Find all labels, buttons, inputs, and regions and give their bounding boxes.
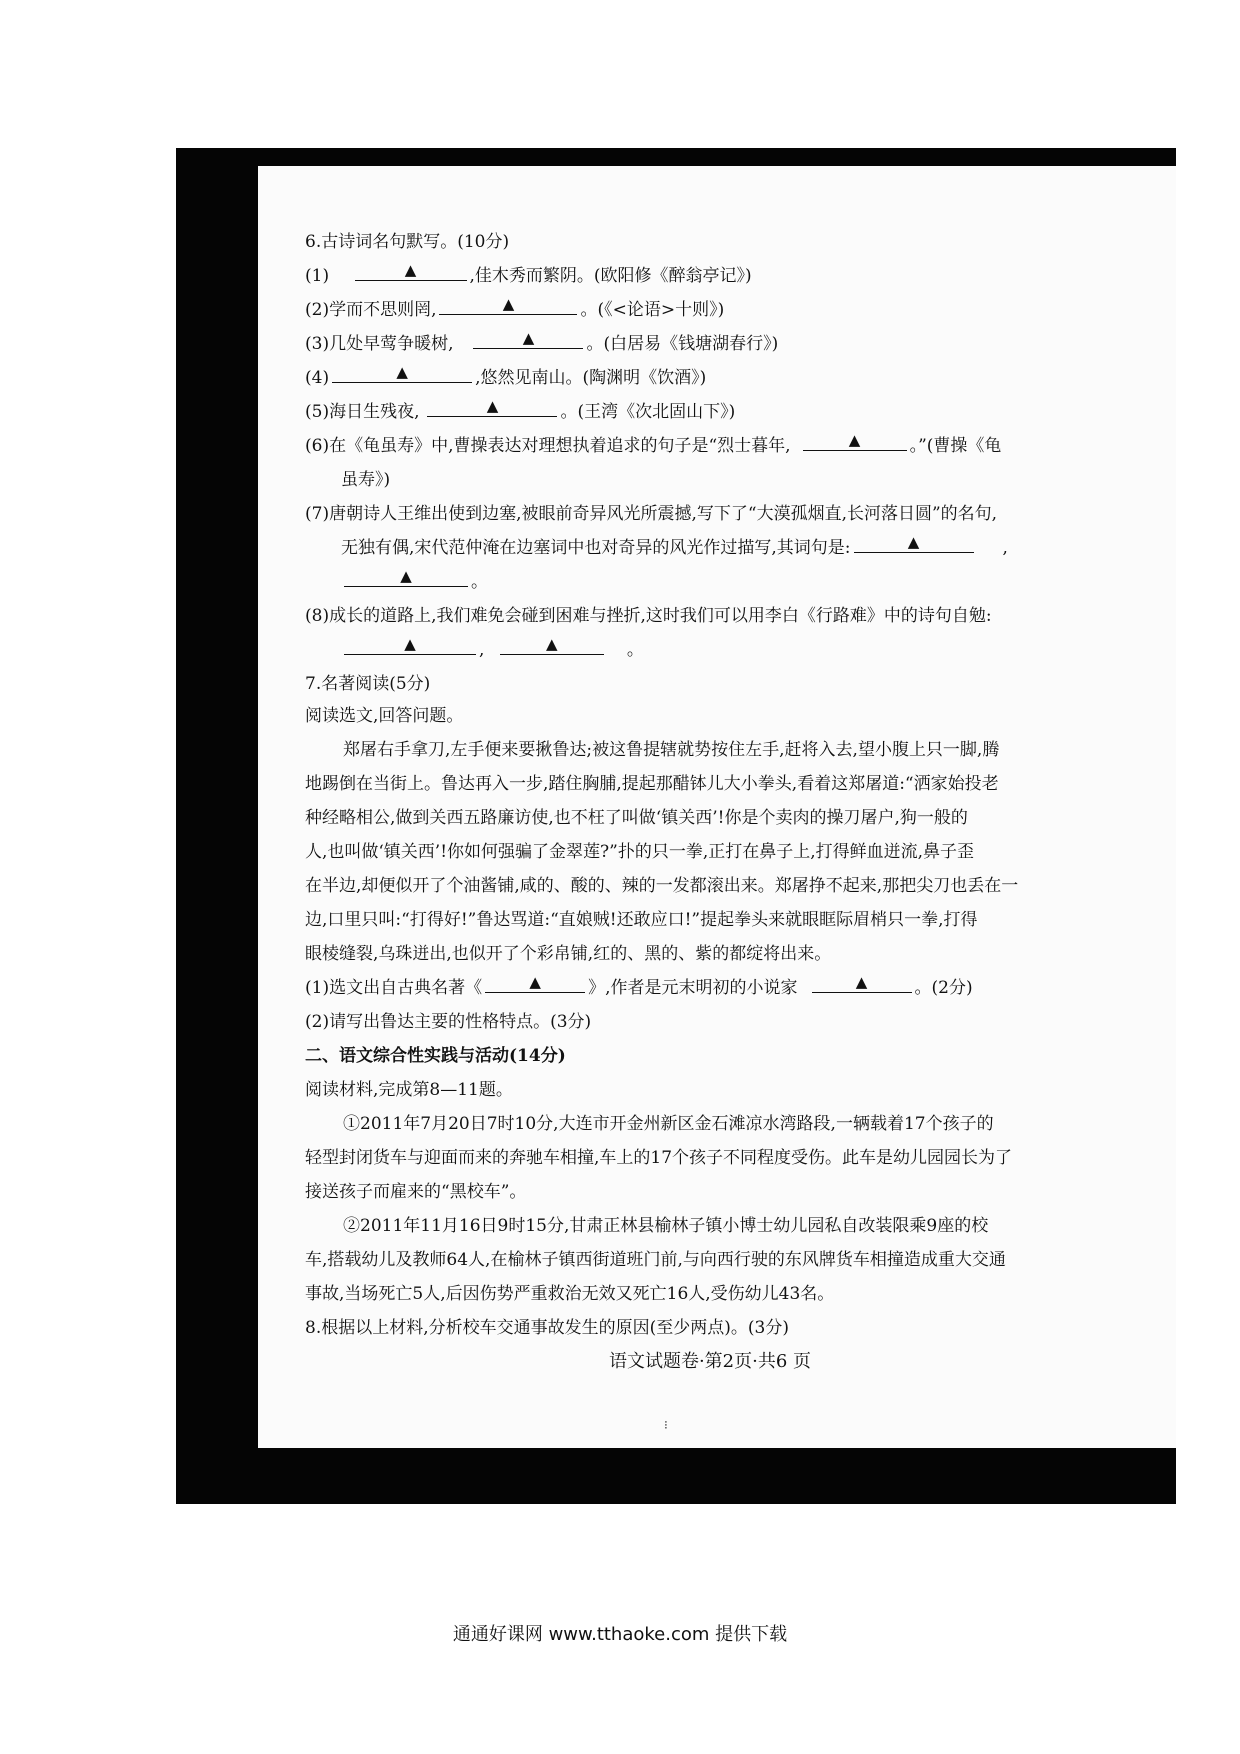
passage-line: 眼棱缝裂,乌珠迸出,也似开了个彩帛铺,红的、黑的、紫的都绽将出来。 xyxy=(305,944,832,964)
answer-blank[interactable] xyxy=(439,295,577,315)
q7-instruction: 阅读选文,回答问题。 xyxy=(305,706,464,726)
triangle-icon: ▲ xyxy=(522,329,535,347)
passage-line: 种经略相公,做到关西五路廉访使,也不枉了叫做‘镇关西’!你是个卖肉的操刀屠户,狗一般的 xyxy=(305,808,968,828)
section-2-title: 二、语文综合性实践与活动(14分) xyxy=(305,1046,566,1066)
answer-blank[interactable] xyxy=(344,567,468,587)
material-1-line: 轻型封闭货车与迎面而来的奔驰车相撞,车上的17个孩子不同程度受伤。此车是幼儿园园长为了 xyxy=(305,1148,1013,1168)
answer-blank[interactable] xyxy=(355,261,467,281)
q6-item-6: (6)在《龟虽寿》中,曹操表达对理想执着追求的句子是“烈士暮年, ▲ 。”(曹操《龟 xyxy=(305,431,1002,456)
answer-blank[interactable] xyxy=(803,431,907,451)
passage-line: 在半边,却便似开了个油酱铺,咸的、酸的、辣的一发都滚出来。郑屠挣不起来,那把尖刀也丢在一 xyxy=(305,876,1019,896)
passage-line: 郑屠右手拿刀,左手便来要揪鲁达;被这鲁提辖就势按住左手,赶将入去,望小腹上只一脚,腾 xyxy=(343,740,1000,760)
triangle-icon: ▲ xyxy=(848,431,861,449)
q7-title: 7.名著阅读(5分) xyxy=(305,674,431,694)
answer-blank[interactable] xyxy=(485,973,585,993)
material-2-line: 车,搭载幼儿及教师64人,在榆林子镇西街道班门前,与向西行驶的东风牌货车相撞造成重大交通 xyxy=(305,1250,1006,1270)
triangle-icon: ▲ xyxy=(400,567,412,585)
q6-item-7-line3: ▲ 。 xyxy=(341,572,488,592)
q8-question: 8.根据以上材料,分析校车交通事故发生的原因(至少两点)。(3分) xyxy=(305,1318,789,1338)
triangle-icon: ▲ xyxy=(502,295,515,313)
section-2-instruction: 阅读材料,完成第8—11题。 xyxy=(305,1080,513,1100)
answer-blank[interactable] xyxy=(473,329,583,349)
answer-blank[interactable] xyxy=(427,397,557,417)
triangle-icon: ▲ xyxy=(546,635,558,653)
triangle-icon: ▲ xyxy=(396,363,408,381)
q6-item-8-line1: (8)成长的道路上,我们难免会碰到困难与挫折,这时我们可以用李白《行路难》中的诗句自勉: xyxy=(305,606,992,626)
q7-sub-2: (2)请写出鲁达主要的性格特点。(3分) xyxy=(305,1012,592,1032)
q6-item-7-line2: 无独有偶,宋代范仲淹在边塞词中也对奇异的风光作过描写,其词句是: ▲ , xyxy=(341,533,1008,558)
answer-blank[interactable] xyxy=(332,363,472,383)
q6-item-7-line1: (7)唐朝诗人王维出使到边塞,被眼前奇异风光所震撼,写下了“大漠孤烟直,长河落日圆”的名句, xyxy=(305,504,998,524)
q6-item-2: (2)学而不思则罔, ▲ 。(《<论语>十则》) xyxy=(305,295,725,320)
q6-item-8-line2: ▲ , ▲ 。 xyxy=(341,640,644,660)
q6-item-4: (4) ▲ ,悠然见南山。(陶渊明《饮酒》) xyxy=(305,363,707,388)
q6-title: 6.古诗词名句默写。(10分) xyxy=(305,232,510,252)
material-2-line: 事故,当场死亡5人,后因伤势严重救治无效又死亡16人,受伤幼儿43名。 xyxy=(305,1284,835,1304)
answer-blank[interactable] xyxy=(812,973,912,993)
triangle-icon: ▲ xyxy=(404,635,416,653)
passage-line: 人,也叫做‘镇关西’!你如何强骗了金翠莲?”扑的只一拳,正打在鼻子上,打得鲜血迸流,鼻子歪 xyxy=(305,842,975,862)
triangle-icon: ▲ xyxy=(855,973,868,991)
answer-blank[interactable] xyxy=(854,533,974,553)
passage-line: 地踢倒在当街上。鲁达再入一步,踏住胸脯,提起那醋钵儿大小拳头,看着这郑屠道:“洒家始投老 xyxy=(305,774,999,794)
q6-item-6-cont: 虽寿》) xyxy=(341,470,391,490)
material-1-line: 接送孩子而雇来的“黑校车”。 xyxy=(305,1182,527,1202)
material-2-line: ②2011年11月16日9时15分,甘肃正林县榆林子镇小博士幼儿园私自改装限乘9座的校 xyxy=(343,1216,989,1236)
material-1-line: ①2011年7月20日7时10分,大连市开金州新区金石滩凉水湾路段,一辆载着17个孩子的 xyxy=(343,1114,994,1134)
scan-artifact: ⁝ xyxy=(664,1418,668,1432)
q6-item-5: (5)海日生残夜, ▲ 。(王湾《次北固山下》) xyxy=(305,397,736,422)
triangle-icon: ▲ xyxy=(907,533,920,551)
answer-blank[interactable] xyxy=(500,635,604,655)
q7-sub-1: (1)选文出自古典名著《 ▲ 》,作者是元末明初的小说家 ▲ 。(2分) xyxy=(305,973,973,998)
page-number-footer: 语文试题卷·第2页·共6 页 xyxy=(608,1351,812,1372)
triangle-icon: ▲ xyxy=(529,973,541,991)
triangle-icon: ▲ xyxy=(404,261,417,279)
q6-item-3: (3)几处早莺争暖树, ▲ 。(白居易《钱塘湖春行》) xyxy=(305,329,779,354)
site-footer: 通通好课网 www.tthaoke.com 提供下载 xyxy=(452,1624,788,1645)
q6-item-1: (1) ▲ ,佳木秀而繁阴。(欧阳修《醉翁亭记》) xyxy=(305,261,752,286)
passage-line: 边,口里只叫:“打得好!”鲁达骂道:“直娘贼!还敢应口!”提起拳头来就眼眶际眉梢只一拳,打得 xyxy=(305,910,978,930)
triangle-icon: ▲ xyxy=(486,397,499,415)
answer-blank[interactable] xyxy=(344,635,476,655)
